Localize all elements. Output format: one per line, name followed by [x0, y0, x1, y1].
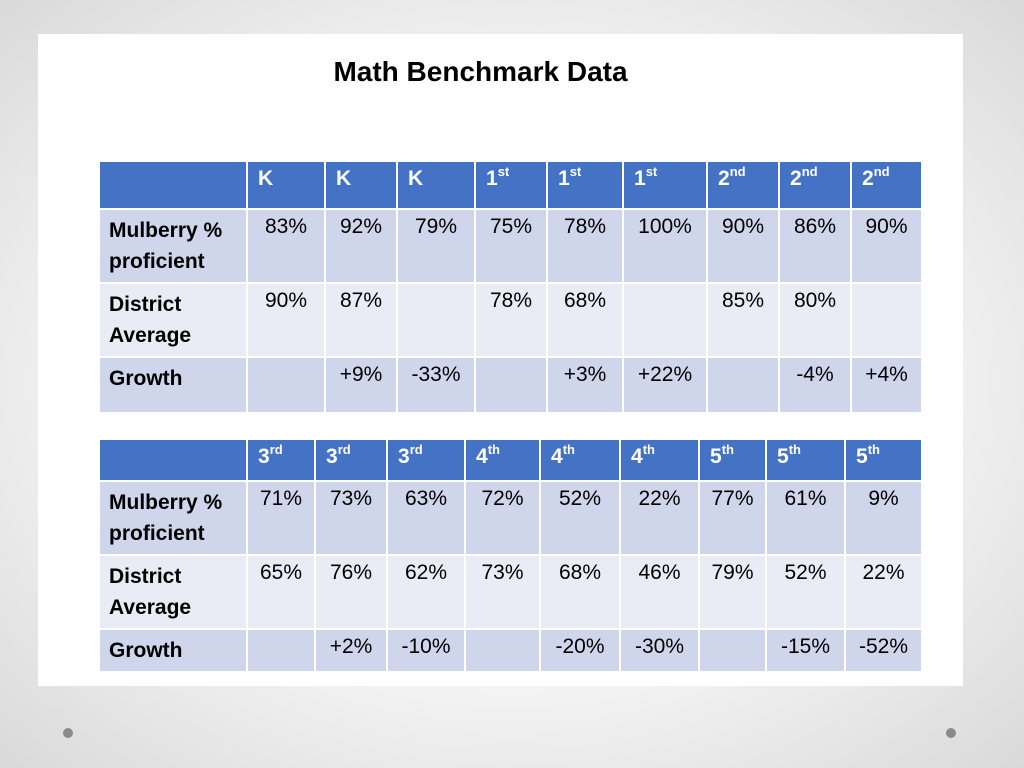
row-label-mulberry: Mulberry % proficient [99, 209, 247, 283]
grade-label: K [408, 167, 424, 190]
growth-value-cell: -15% [766, 629, 845, 672]
growth-value-cell: -4% [779, 357, 851, 413]
district-average-row [99, 555, 922, 629]
grade-label: 4 [476, 445, 488, 468]
mulberry-value-cell: 61% [766, 481, 845, 555]
grade-header-cell [707, 161, 779, 209]
mulberry-value-cell: 100% [623, 209, 707, 283]
grade-header-cell [851, 161, 922, 209]
grade-label: K [336, 167, 352, 190]
grade-label: 1 [634, 167, 646, 190]
grade-header-cell [465, 439, 540, 481]
mulberry-value-cell: 9% [845, 481, 922, 555]
grade-header-cell [397, 161, 475, 209]
district-value-cell: 76% [315, 555, 387, 629]
district-value-cell: 46% [620, 555, 699, 629]
row-label-growth: Growth [99, 357, 247, 413]
prev-slide-dot[interactable] [63, 728, 73, 738]
grade-label: 3 [326, 445, 338, 468]
district-value-cell: 22% [845, 555, 922, 629]
grade-header-cell [325, 161, 397, 209]
district-value-cell: 80% [779, 283, 851, 357]
growth-value-cell: -10% [387, 629, 465, 672]
growth-value-cell: -30% [620, 629, 699, 672]
slide-title: Math Benchmark Data [333, 56, 628, 87]
grade-header-cell [766, 439, 845, 481]
mulberry-proficient-row [99, 209, 922, 283]
mulberry-value-cell: 78% [547, 209, 623, 283]
grade-header-cell [547, 161, 623, 209]
growth-value-cell [475, 357, 547, 413]
grade-ordinal-suffix: rd [337, 442, 351, 457]
grade-ordinal-suffix: st [645, 164, 658, 179]
mulberry-value-cell: 71% [247, 481, 315, 555]
growth-value-cell [247, 629, 315, 672]
grade-label: 5 [856, 445, 868, 468]
header-blank-cell [99, 161, 247, 209]
header-blank-cell [99, 439, 247, 481]
grade-label: 3 [398, 445, 410, 468]
mulberry-value-cell: 52% [540, 481, 620, 555]
district-value-cell: 65% [247, 555, 315, 629]
mulberry-value-cell: 92% [325, 209, 397, 283]
grade-header-cell [315, 439, 387, 481]
benchmark-table-3-5 [98, 438, 923, 673]
grade-label: 5 [710, 445, 722, 468]
grade-ordinal-suffix: nd [873, 164, 890, 179]
growth-value-cell: +4% [851, 357, 922, 413]
grade-ordinal-suffix: th [642, 442, 655, 457]
grade-header-cell [247, 161, 325, 209]
grade-header-row [99, 161, 922, 209]
grade-ordinal-suffix: th [867, 442, 880, 457]
growth-value-cell [699, 629, 766, 672]
growth-value-cell: +2% [315, 629, 387, 672]
mulberry-value-cell: 22% [620, 481, 699, 555]
grade-header-cell [540, 439, 620, 481]
grade-header-cell [779, 161, 851, 209]
growth-value-cell: +22% [623, 357, 707, 413]
grade-ordinal-suffix: st [569, 164, 582, 179]
district-value-cell: 52% [766, 555, 845, 629]
growth-value-cell: -52% [845, 629, 922, 672]
row-label-district: District Average [99, 283, 247, 357]
grade-ordinal-suffix: rd [269, 442, 283, 457]
mulberry-value-cell: 83% [247, 209, 325, 283]
growth-value-cell: -20% [540, 629, 620, 672]
grade-label: 4 [551, 445, 563, 468]
grade-label: 2 [790, 167, 802, 190]
grade-ordinal-suffix: th [487, 442, 500, 457]
row-label-growth: Growth [99, 629, 247, 672]
grade-ordinal-suffix: nd [801, 164, 818, 179]
mulberry-proficient-row [99, 481, 922, 555]
grade-ordinal-suffix: st [497, 164, 510, 179]
growth-value-cell [247, 357, 325, 413]
grade-header-row [99, 439, 922, 481]
grade-header-cell [475, 161, 547, 209]
mulberry-value-cell: 90% [707, 209, 779, 283]
grade-header-cell [699, 439, 766, 481]
district-value-cell: 62% [387, 555, 465, 629]
grade-header-cell [247, 439, 315, 481]
growth-row [99, 357, 922, 413]
district-value-cell [623, 283, 707, 357]
grade-header-cell [845, 439, 922, 481]
mulberry-value-cell: 72% [465, 481, 540, 555]
growth-value-cell: +9% [325, 357, 397, 413]
grade-label: 4 [631, 445, 643, 468]
grade-label: 1 [558, 167, 570, 190]
district-value-cell [397, 283, 475, 357]
district-value-cell: 87% [325, 283, 397, 357]
grade-label: 3 [258, 445, 270, 468]
grade-label: 2 [718, 167, 730, 190]
next-slide-dot[interactable] [946, 728, 956, 738]
mulberry-value-cell: 90% [851, 209, 922, 283]
grade-ordinal-suffix: rd [409, 442, 423, 457]
grade-ordinal-suffix: th [788, 442, 801, 457]
grade-label: 1 [486, 167, 498, 190]
growth-value-cell [465, 629, 540, 672]
district-value-cell: 68% [547, 283, 623, 357]
district-value-cell: 90% [247, 283, 325, 357]
district-average-row [99, 283, 922, 357]
slide [38, 34, 963, 686]
grade-label: 5 [777, 445, 789, 468]
mulberry-value-cell: 63% [387, 481, 465, 555]
district-value-cell: 78% [475, 283, 547, 357]
grade-ordinal-suffix: th [562, 442, 575, 457]
grade-header-cell [623, 161, 707, 209]
growth-value-cell: +3% [547, 357, 623, 413]
growth-row [99, 629, 922, 672]
district-value-cell: 85% [707, 283, 779, 357]
grade-header-cell [387, 439, 465, 481]
mulberry-value-cell: 79% [397, 209, 475, 283]
grade-header-cell [620, 439, 699, 481]
grade-ordinal-suffix: th [721, 442, 734, 457]
row-label-mulberry: Mulberry % proficient [99, 481, 247, 555]
growth-value-cell: -33% [397, 357, 475, 413]
mulberry-value-cell: 73% [315, 481, 387, 555]
grade-label: K [258, 167, 274, 190]
benchmark-table-k-2 [98, 160, 923, 414]
grade-label: 2 [862, 167, 874, 190]
mulberry-value-cell: 77% [699, 481, 766, 555]
district-value-cell [851, 283, 922, 357]
district-value-cell: 79% [699, 555, 766, 629]
growth-value-cell [707, 357, 779, 413]
mulberry-value-cell: 86% [779, 209, 851, 283]
mulberry-value-cell: 75% [475, 209, 547, 283]
grade-ordinal-suffix: nd [729, 164, 746, 179]
row-label-district: District Average [99, 555, 247, 629]
district-value-cell: 73% [465, 555, 540, 629]
district-value-cell: 68% [540, 555, 620, 629]
